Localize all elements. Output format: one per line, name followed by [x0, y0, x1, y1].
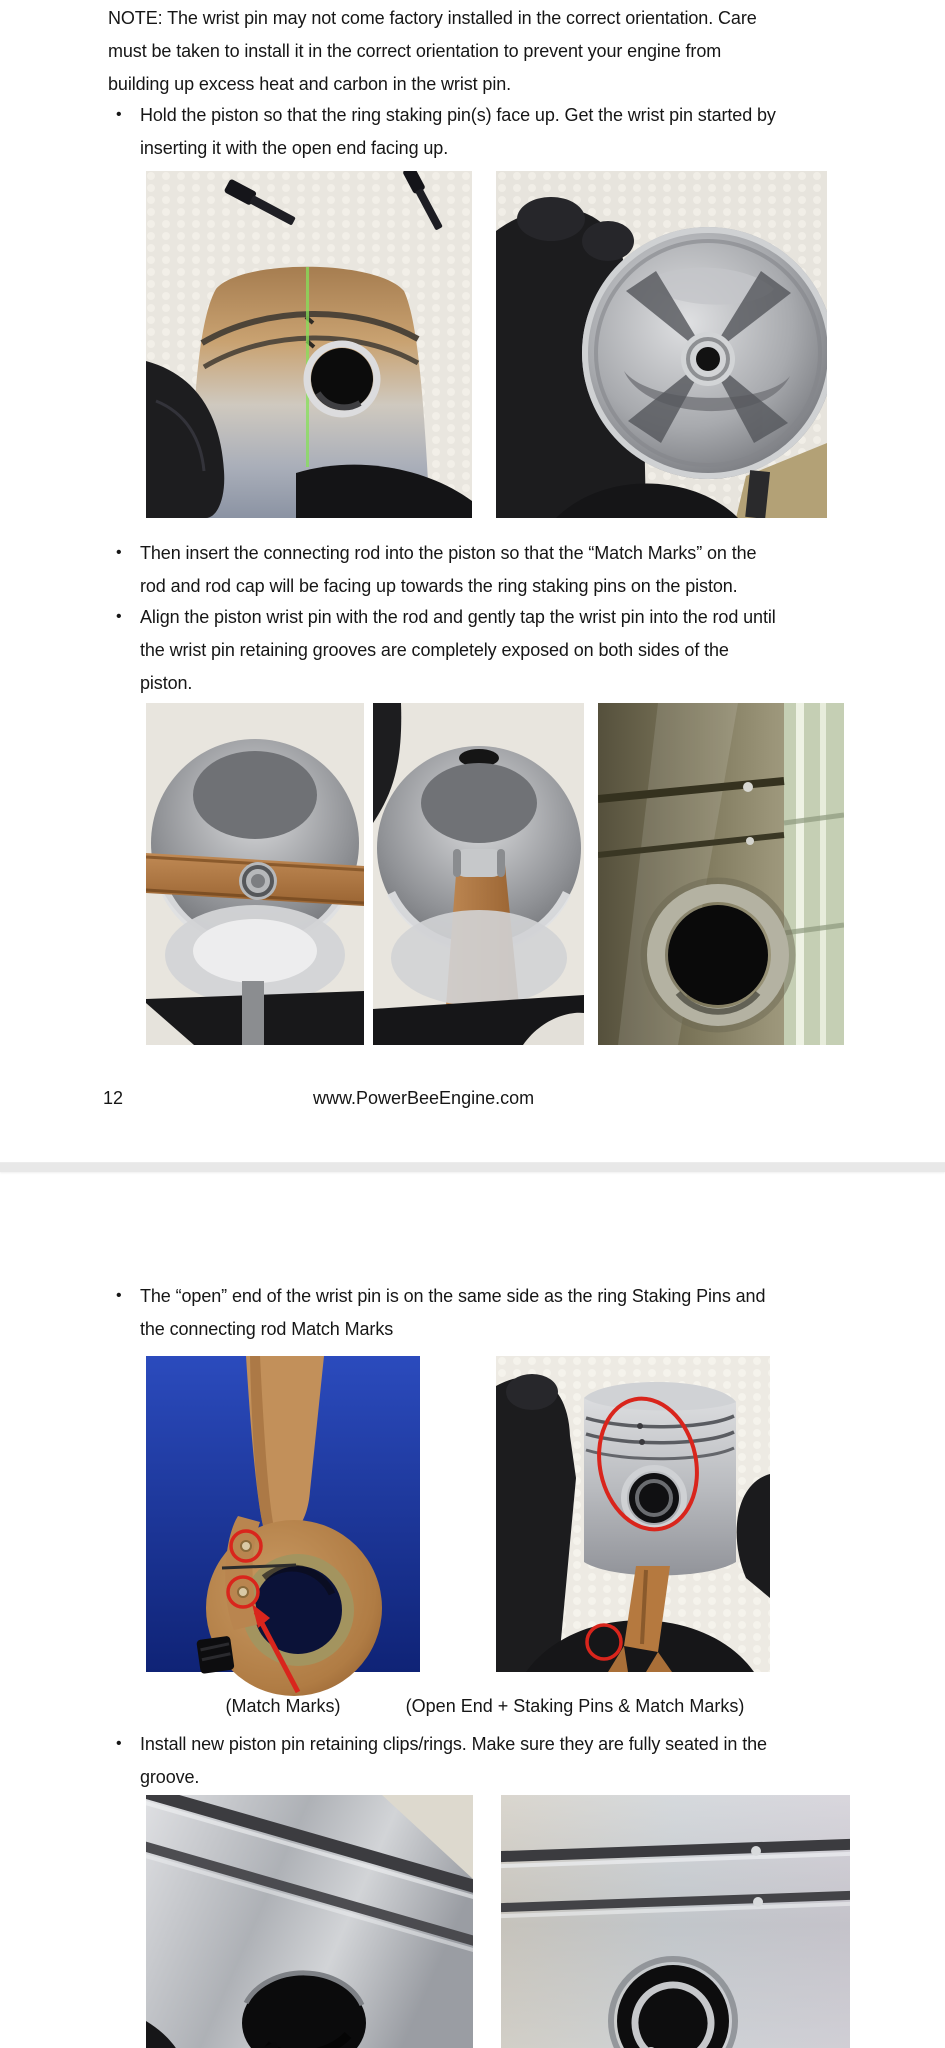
photo-piston-open-end-annotated [496, 1356, 770, 1672]
photo-piston-side-wrist-pin-hole [146, 171, 472, 518]
text-line: The “open” end of the wrist pin is on the same side as the ring Staking Pins and [140, 1286, 766, 1306]
website-link[interactable]: www.PowerBeeEngine.com [313, 1088, 535, 1108]
bullet-marker: • [116, 1735, 122, 1752]
photo-piston-underside-in-glove [496, 171, 827, 518]
text-line: groove. [140, 1767, 200, 1787]
caption-match-marks: (Match Marks) [225, 1696, 341, 1716]
text-line: Align the piston wrist pin with the rod and gently tap the wrist pin into the rod until [140, 607, 776, 627]
photo-wrist-pin-hole-closeup [598, 703, 844, 1045]
caption-open-end: (Open End + Staking Pins & Match Marks) [405, 1696, 745, 1716]
text-line: building up excess heat and carbon in the wrist pin. [108, 74, 512, 94]
photo-retaining-clip-seated [501, 1795, 850, 2048]
text-line: the connecting rod Match Marks [140, 1319, 394, 1339]
bullet-marker: • [116, 1287, 122, 1304]
text-line: the wrist pin retaining grooves are completely exposed on both sides of the [140, 640, 729, 660]
text-line: must be taken to install it in the correct orientation to prevent your engine from [108, 41, 722, 61]
bullet-marker: • [116, 608, 122, 625]
note-paragraph [108, 2, 757, 101]
photo-rod-inserted-piston-2 [373, 703, 584, 1045]
text-line: Install new piston pin retaining clips/rings. Make sure they are fully seated in the [140, 1734, 767, 1754]
text-line: rod and rod cap will be facing up towards the ring staking pins on the piston. [140, 576, 738, 596]
text-line: Then insert the connecting rod into the piston so that the “Match Marks” on the [140, 543, 757, 563]
bullet-marker: • [116, 106, 122, 123]
bullet-marker: • [116, 544, 122, 561]
text-line: inserting it with the open end facing up. [140, 138, 449, 158]
page-number: 12 [103, 1088, 124, 1108]
text-line: piston. [140, 673, 193, 693]
text-line: Hold the piston so that the ring staking pin(s) face up. Get the wrist pin started by [140, 105, 776, 125]
photo-retaining-clip-install [146, 1795, 473, 2048]
page-separator [0, 1163, 945, 1172]
text-line: NOTE: The wrist pin may not come factory installed in the correct orientation. Care [108, 8, 757, 28]
photo-connecting-rod-match-marks [146, 1356, 420, 1672]
photo-rod-inserted-piston-1 [146, 703, 364, 1045]
